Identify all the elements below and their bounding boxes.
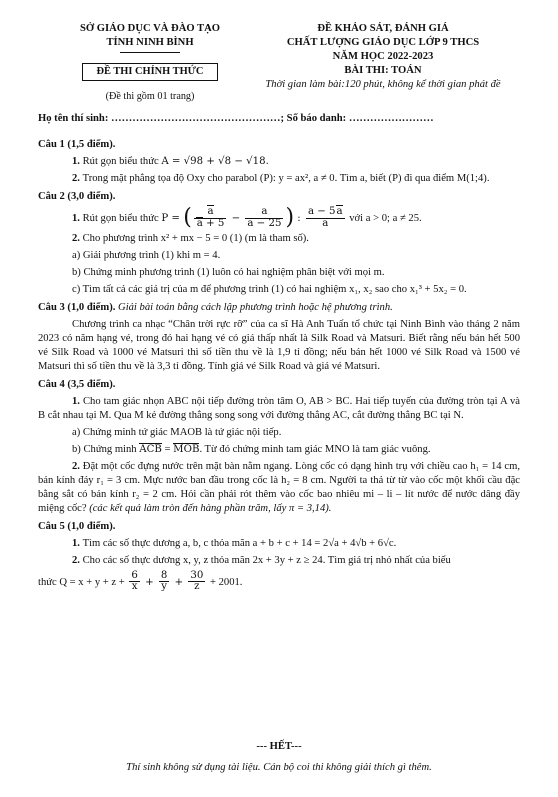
question-2-part-2b: b) Chứng minh phương trình (1) luôn có hai nghiệm phân biệt với mọi m.	[72, 267, 385, 279]
exam-scope: CHẤT LƯỢNG GIÁO DỤC LỚP 9 THCS	[286, 36, 480, 48]
question-5-part-2: 2. Cho các số thực dương x, y, z thỏa mãn 2x + 3y + z ≥ 24. Tìm giá trị nhỏ nhất của biểu	[72, 554, 451, 566]
footer-note: Thí sinh không sử dụng tài liệu. Cán bộ coi thi không giải thích gì thêm.	[126, 761, 432, 773]
question-3	[38, 301, 520, 374]
question-1-title: Câu 1 (1,5 điểm).	[38, 139, 116, 150]
question-2-part-2: 2. Cho phương trình x² + mx − 5 = 0 (1) (m là tham số).	[72, 233, 309, 245]
expression-a: A = √98 + √8 − √18.	[161, 155, 269, 167]
time-limit: Thời gian làm bài:120 phút, không kể thời gian phát đề	[265, 78, 501, 90]
end-marker: --- HẾT---	[256, 741, 302, 752]
question-4-part-2: 2. Đặt một cốc đựng nước trên mặt bàn nằm ngang. Lòng cốc có dạng hình trụ với chiều cao h₁ = 14 cm, bán kính đáy r₁ = 3 cm. Mực nước ban đầu trong cốc là h₂ = 8 cm. Người ta thả từ từ vào cốc một khối cầu đặc bằng sắt có bán kính r₂ = 2 cm. Hỏi cần phải rót thêm vào cốc bao nhiêu mi – li – lít nước để nước dâng đầy miệng cốc? (các kết quả làm tròn đến hàng phần trăm, lấy π = 3,14).	[38, 460, 521, 514]
question-1-part-2: 2. Trong mặt phẳng tọa độ Oxy cho parabol (P): y = ax², a ≠ 0. Tìm a, biết (P) đi qua điểm M(1;4).	[72, 172, 490, 184]
exam-type: ĐỀ KHẢO SÁT, ĐÁNH GIÁ	[317, 23, 449, 34]
candidate-name-label: Họ tên thí sinh:	[38, 113, 111, 124]
question-5	[38, 520, 520, 593]
candidate-info	[38, 112, 528, 126]
candidate-name-field: …………………………………………;	[111, 113, 285, 124]
question-3-title: Câu 3 (1,0 điểm).	[38, 302, 116, 314]
school-year: NĂM HỌC 2022-2023	[332, 50, 434, 62]
question-5-part-2-expression: thức Q = x + y + z + $\frac{6}{x}$ + $\frac{8}{y}$ + $\frac{30}{z}$ + 2001.	[38, 569, 243, 593]
expression-p: P = ( $\frac{a}{a + 5}$ − $\frac{a}{a - 25}$ ) : $\frac{a - 5a}{a}$	[161, 205, 343, 231]
angle-mob: MOB	[173, 443, 200, 455]
header-divider	[120, 52, 180, 53]
question-4-part-1a: a) Chứng minh tứ giác MAOB là tứ giác nội tiếp.	[72, 426, 282, 438]
candidate-number-label: Số báo danh:	[284, 113, 349, 124]
header-right	[238, 22, 528, 92]
question-2-part-2a: a) Giải phương trình (1) khi m = 4.	[72, 250, 221, 262]
question-5-title: Câu 5 (1,0 điểm).	[38, 520, 116, 532]
exam-footer	[38, 740, 520, 775]
subject: BÀI THI: TOÁN	[344, 64, 422, 76]
question-2-part-2c: c) Tìm tất cả các giá trị của m để phương trình (1) có hai nghiệm x₁, x₂ sao cho x₁³ + 5x₂ = 0.	[72, 284, 467, 296]
question-2-part-1: 1. Rút gọn biểu thức P = ( $\frac{a}{a + 5}$ − $\frac{a}{a - 25}$ ) : $\frac{a - 5a}{a}$ với a > 0; a ≠ 25.	[72, 205, 422, 231]
department-name: SỞ GIÁO DỤC VÀ ĐÀO TẠO	[80, 23, 220, 34]
question-2-title: Câu 2 (3,0 điểm).	[38, 190, 116, 202]
official-exam-label: ĐỀ THI CHÍNH THỨC	[82, 63, 219, 81]
question-4	[38, 378, 520, 516]
question-4-title: Câu 4 (3,5 điểm).	[38, 379, 116, 390]
pages-note: (Đề thi gồm 01 trang)	[105, 90, 195, 102]
question-1	[38, 138, 520, 186]
question-2	[38, 190, 520, 297]
candidate-number-field: ……………………	[348, 113, 434, 124]
province-name: TỈNH NINH BÌNH	[106, 36, 194, 48]
question-1-part-1: 1. Rút gọn biểu thức A = √98 + √8 − √18.	[72, 155, 269, 167]
exam-header	[0, 12, 558, 116]
question-3-body: Chương trình ca nhạc “Chân trời rực rỡ” của ca sĩ Hà Anh Tuấn tổ chức tại Ninh Bình vào tháng 2 năm 2023 có năm hạng vé, trong đó hai hạng vé có giá thấp nhất là Silk Road và Matsuri. Biết rằng nếu bán hết 500 vé Silk Road và 1000 vé Matsuri thì số tiền thu về là 1,9 tỉ đồng; nếu bán hết 1000 vé Silk Road và 1500 vé Matsuri thì số tiền thu về là 3,3 tỉ đồng. Tính giá vé Silk Road và giá vé Matsuri.	[38, 319, 520, 373]
question-5-part-1: 1. Tìm các số thực dương a, b, c thỏa mãn a + b + c + 14 = 2√a + 4√b + 6√c.	[72, 537, 397, 549]
exam-content	[38, 134, 520, 596]
header-left	[60, 22, 240, 103]
question-4-part-1: 1. Cho tam giác nhọn ABC nội tiếp đường tròn tâm O, AB > BC. Hai tiếp tuyến của đường tròn tại A và B cắt nhau tại M. Qua M kẻ đường thẳng song song với đường thẳng AC, cắt đường thẳng BC tại N.	[38, 395, 521, 421]
angle-acb: ACB	[139, 443, 162, 455]
question-4-part-1b: b) Chứng minh ACB = MOB. Từ đó chứng minh tam giác MNO là tam giác vuông.	[72, 443, 431, 455]
question-3-title-line	[38, 301, 520, 315]
question-3-instruction: Giải bài toán bằng cách lập phương trình hoặc hệ phương trình.	[115, 302, 393, 314]
